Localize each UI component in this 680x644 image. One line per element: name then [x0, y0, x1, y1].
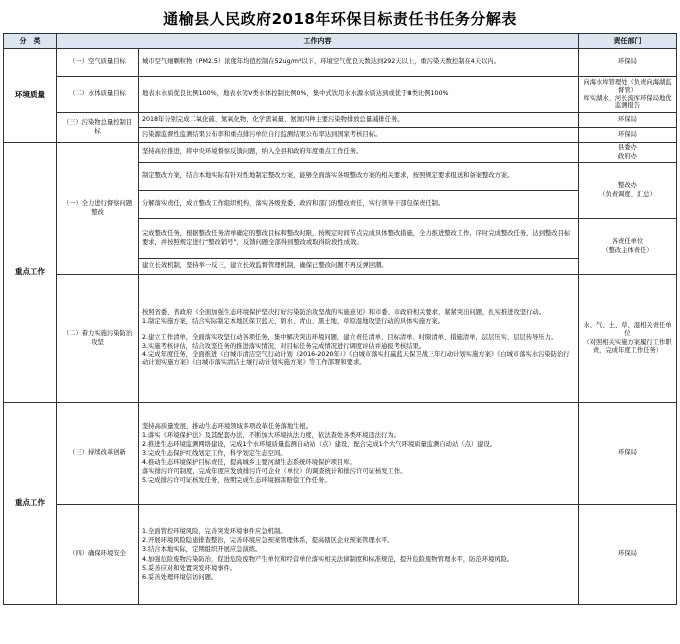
content-line: 3.结合本地实际，定期组织开展应急演练。: [142, 546, 262, 554]
content-line: 5.完成排污许可证核发任务，按期完成生态环境损害赔偿工作任务。: [142, 477, 331, 485]
content-cell: [139, 275, 579, 403]
table-row: [4, 403, 677, 505]
header-dept: 责任部门: [579, 34, 677, 49]
content-line: 4.加强危险废物污染防治，促进危险废物产生单位和经营单位落实相关法律制度和标准规范，提升危险废物管理水平，防范环境风险。: [142, 555, 514, 563]
content-line: 1.制定实施方案，结合实际制定本地区保卫蓝天、碧水、青山、黑土地、草原湿地攻坚行动的具体实施方案。: [142, 317, 444, 325]
dept-cell: 各责任单位 （整改主体责任）: [579, 219, 677, 275]
subcategory-cell: （一）空气质量目标: [57, 49, 139, 77]
subcategory-cell: （一）全力进行督察问题整改: [57, 143, 139, 275]
subcategory-cell: （二）水体质量目标: [57, 77, 139, 113]
dept-cell: 向海水库管理处（负责向海湖监督管） 库实湖水、河长流库环保局地优监测报告: [579, 77, 677, 113]
dept-cell: 环保局: [579, 49, 677, 77]
dept-cell: 环保局: [579, 403, 677, 505]
dept-cell: 环保局: [579, 505, 677, 605]
category-cell: 重点工作: [4, 403, 57, 605]
content-line: 2.推进生态环境监测网络建设，完成1个水环境质量监测自动站（点）建设，配合完成1个大气环境质量监测自动站（点）建设。: [142, 440, 497, 448]
content-line: 5.妥善应对和处置突发环境事件。: [142, 564, 237, 572]
content-cell: 地表水水质优良比例100%，地表水劣Ⅴ类水体控制比例0%，集中式饮用水水源水质达到或优于Ⅲ类比例100%: [139, 77, 579, 113]
content-line: 1.落实《环境保护法》及其配套办法，不断加大环境执法力度，依法查处各类环境违法行为。: [142, 431, 400, 439]
table-row: [4, 113, 677, 128]
table-row: [4, 49, 677, 77]
content-cell: [139, 505, 579, 605]
content-line: 落实排污许可制度，完成年度应发放排污许可企业（单位）的调查统计和排污许可证核发工作。: [142, 468, 407, 476]
subcategory-cell: （二）着力实施污染防治攻坚: [57, 275, 139, 403]
content-cell: 污染源监督性监测结果公布率和重点排污单位自行监测结果公布率达到国家考核目标。: [139, 128, 579, 143]
content-cell: [139, 403, 579, 505]
table-row: [4, 77, 677, 113]
content-line: 6.妥善处理环境信访问题。: [142, 573, 218, 581]
content-line: 2.开展环境风险隐患排查整治，完善环境应急预案管理体系，提高辖区企业预案管理水平。: [142, 537, 394, 545]
subcategory-cell: （三）持续改革创新: [57, 403, 139, 505]
dept-cell: 整改办 （负责调度、汇总）: [579, 163, 677, 219]
dept-cell: 环保局: [579, 113, 677, 128]
task-table: [3, 33, 677, 605]
content-line: 按照省委、省政府《全面加强生态环境保护坚决打好污染防治攻坚战的实施意见》和市委、市政府相关要求，紧紧突出问题，扎实推进攻坚行动。: [142, 309, 545, 317]
content-line: 坚持高质量发展，推动生态环境领域多项改革任务落地生根。: [142, 422, 313, 430]
content-line: 4.完成年度任务，全面推进《白城市清洁空气行动计划（2016-2020年）》《白城市落实打赢蓝天保卫战三年行动计划实施方案》《白城市落实水污染防治行动计划实施方案》《白城市落实清洁土壤行动计划实施方案》等工作部署和要求。: [142, 350, 570, 367]
subcategory-cell: （四）确保环境安全: [57, 505, 139, 605]
dept-cell: 水、气、土、草、湿相关责任单位 （对照相关实施方案履行工作职责，完成年度工作任务）: [579, 275, 677, 403]
table-row: [4, 275, 677, 403]
content-cell: 分解落实责任，成立整改工作组织机构，落实各级党委、政府和部门的整改责任，实行领导干部包保责任制。: [139, 191, 579, 219]
content-line: 3.实施考核评估，结合攻坚任务的推进落实情况，对目标任务完成情况进行调度评估并通报考核结果。: [142, 342, 426, 350]
content-cell: 制定整改方案，结合本地实际有针对性地制定整改方案，能够全面落实各级整改方案的相关要求，按照规定要求报送和备案整改方案。: [139, 163, 579, 191]
content-cell: 城市空气细颗粒物（PM2.5）浓度年均值控制在52ug/m³以下，环境空气优良天数达到292天以上，重污染天数控制在4天以内。: [139, 49, 579, 77]
category-cell: 环境质量: [4, 49, 57, 143]
content-cell: 2018年分别完成二氧化硫、氮氧化物、化学需氧量、氨氮四种主要污染物排放总量减排任务。: [139, 113, 579, 128]
header-content: 工作内容: [57, 34, 579, 49]
header-category: 分 类: [4, 34, 57, 49]
content-line: 1.全面管控环境风险，完善突发环境事件应急机制。: [142, 528, 287, 536]
content-cell: 建立长效机制，坚持举一反三，建立长效监督管理机制，确保已整改问题不再反弹回潮。: [139, 259, 579, 275]
dept-cell: 县委办 政府办: [579, 143, 677, 163]
content-line: 4.推动生态环境保护目标责任，提高城乡主要河湖生态系统环境保护项目库。: [142, 459, 356, 467]
dept-cell: 环保局: [579, 128, 677, 143]
content-line: 3.完成生态保护红线划定工作，科学划定生态空间。: [142, 449, 287, 457]
content-cell: 完成整改任务，根据整改任务清单确定的整改目标和整改时限，按规定时间节点完成具体整改措施，全力推进整改工作，序时完成整改任务，达到整改目标要求，并按照规定进行“整改销号”，反馈问题全部得到整改或取得阶段性成效。: [139, 219, 579, 259]
category-cell: 重点工作: [4, 143, 57, 403]
header-row: [4, 34, 677, 49]
content-cell: 坚持高位推进，将中央环境督察反馈问题，纳入全县和政府年度重点工作任务。: [139, 143, 579, 163]
table-row: [4, 143, 677, 163]
table-row: [4, 505, 677, 605]
subcategory-cell: （三）污染物总量控制目标: [57, 113, 139, 143]
content-line: 2.建立工作清单，全面落实攻坚行动各项任务，集中解决突出环境问题，建立责任清单、目标清单、时限清单、措施清单，层层压实、层层传导压力。: [142, 334, 558, 342]
page-title: 通榆县人民政府2018年环保目标责任书任务分解表: [163, 10, 517, 28]
blank-line: [142, 326, 575, 334]
